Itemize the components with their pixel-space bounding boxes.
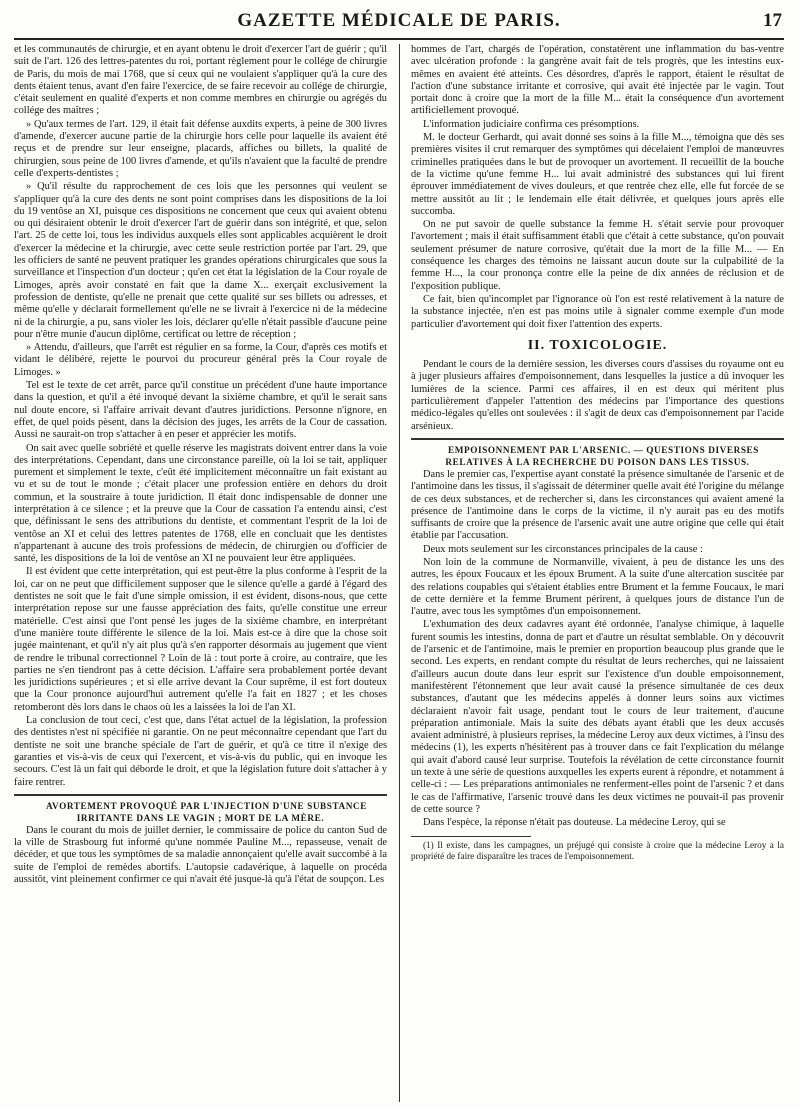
paragraph: Non loin de la commune de Normanville, vivaient, à peu de distance les uns des autres, les époux Foucaux et les époux Brument. A la suite d'une altercation suscitée par des relations coupables qui s'étaient établies entre Brument et la femme Foucaux, le mari de cette dernière et la femme Brument périrent, à quelques jours de distance l'un de l'autre, avec tous les symptômes d'un empoisonnement.	[411, 556, 784, 618]
paragraph: L'exhumation des deux cadavres ayant été ordonnée, l'analyse chimique, à laquelle furent soumis les intestins, donna de part et d'autre un résultat semblable. On y découvrit de l'arsenic et de l'antimoine, mais le premier en proportion beaucoup plus grande que le second. Les experts, en rendant compte du résultat de leurs recherches, qui ne laissaient d'ailleurs aucun doute dans leur esprit sur l'existence d'un double empoisonnement, manifestèrent l'étonnement que leur avait causé la présence simultanée de ces deux substances, d'autant que les médecins appelés à donner leurs soins aux victimes déclaraient n'avoir fait usage, pendant tout le cours de leur traitement, d'aucune préparation antimoniale. Mais la suite des débats ayant établi que les deux accusés avaient administré, à plusieurs reprises, la médecine Leroy aux deux victimes, à l'insu des médecins (1), les experts n'hésitèrent pas à trouver dans ce fait l'explication du mélange qui avait d'abord causé leur surprise. Toutefois la révélation de cette circonstance fournit un texte à une série de questions auxquelles les experts eurent à répondre, et notamment à celle-ci : — Les préparations antimoniales ne renferment-elles point de l'arsenic ? et dans le cas de l'affirmative, l'arsenic trouvé dans les deux victimes ne pouvait-il pas provenir de cette source ?	[411, 619, 784, 815]
paragraph: On sait avec quelle sobriété et quelle réserve les magistrats doivent entrer dans la voie des interprétations. Cependant, dans une circonstance pareille, où la loi se tait, appliquer purement et simplement le texte, c'eût été implicitement méconnaître un fait existant au vu et su de tout le monde ; c'était placer une profession entière en dehors du droit commun, et la soustraire à toute juridiction. Il était donc indispensable de donner une interprétation à ce silence ; et la preuve que la Cour de cassation l'a entendu ainsi, c'est que, définissant le sens des attributions du dentiste, et commentant l'esprit de la loi de ventôse an XI et celui des lettres patentes de 1768, elle en concluait que les dentistes n'appartenant à aucune des trois professions de médecin, de chirurgien ou d'officier de santé, les dispositions de la loi de ventôse an XI ne pouvaient leur être appliquées.	[14, 442, 387, 565]
paragraph: » Qu'il résulte du rapprochement de ces lois que les personnes qui veulent se s'appliquer qu'à la cure des dents ne sont point comprises dans les dispositions de la loi du 19 ventôse an XI, puisque ces dispositions ne concernent que ceux qui avaient obtenu ou qui désiraient obtenir le droit d'exercer l'art de guérir dans son intégrité, et que, selon l'art. 25 de cette loi, tous les individus auxquels elles sont applicables acquièrent le droit d'exercer la médecine et la chirurgie, avec cette seule restriction portée par l'art. 29, que les officiers de santé ne peuvent pratiquer les grandes opérations chirurgicales que sous la surveillance et l'inspection d'un docteur ; qu'en cet état la législation de la Cour royale de Limoges, après avoir constaté en fait que la dame X... exerçait exclusivement la profession de dentiste, qu'elle ne prenait que cette qualité sur ses billets ou adresses, et même qu'elle y déclarait formellement qu'elle ne se livrait à l'exercice ni de la médecine ni de la chirurgie, a pu, sans violer les lois, déclarer qu'elle n'était passible d'aucune peine pour n'être munie d'aucun diplôme, certificat ou lettre de réception ;	[14, 181, 387, 340]
article-subheading: AVORTEMENT PROVOQUÉ PAR L'INJECTION D'UNE SUBSTANCE IRRITANTE DANS LE VAGIN ; MORT DE LA MÈRE.	[46, 800, 367, 823]
paragraph: On ne put savoir de quelle substance la femme H. s'était servie pour provoquer l'avortement ; mais il était suffisamment établi que c'était à cette substance, qu'on pouvait seulement présumer de nature corrosive, qu'était due la mort de la fille M... — En conséquence les charges des témoins ne laissant aucun doute sur la culpabilité de la femme H..., la cour prononça contre elle la peine de dix années de réclusion et de l'exposition publique.	[411, 219, 784, 292]
paragraph: Deux mots seulement sur les circonstances principales de la cause :	[423, 543, 703, 555]
right-column	[411, 44, 784, 1104]
section-divider	[14, 794, 387, 796]
footnote-rule	[411, 836, 531, 837]
left-column	[14, 44, 387, 1104]
paragraph: L'information judiciaire confirma ces présomptions.	[423, 118, 640, 130]
paragraph: et les communautés de chirurgie, et en ayant obtenu le droit d'exercer l'art de guérir ; qu'il suit de l'art. 126 des lettres-patentes du roi, portant règlement pour le collége de chirurgie de Paris, du mois de mai 1768, que si ceux qui ne voulaient s'appliquer qu'à la cure des dents étaient tenus, avant d'en faire l'exercice, de se faire recevoir au collége de chirurgie, c'était seulement en qualité d'experts et non comme membres en chirurgie ou agrégés du collége des maîtres ;	[14, 44, 387, 117]
paragraph: Il est évident que cette interprétation, qui est peut-être la plus conforme à l'esprit de la loi, car on ne peut que difficilement supposer que le silence qu'elle a gardé à l'égard des dentistes ne soit que le fait d'une simple omission, il est évident, disons-nous, que cette interprétation repose sur une fausse appréciation des faits, qu'elle constitue une erreur matérielle. C'est ainsi que l'ont pensé les juges de la sixième chambre, en interprétant d'une manière toute différente le silence de la loi. Mais est-ce à dire que la chose soit jugée maintenant, et qu'il n'y ait plus qu'à s'en rapporter désormais au jugement que vient de rendre le tribunal correctionnel ? Loin de là : tout porte à croire, au contraire, que les parties ne s'en tiendront pas à cette décision. L'affaire sera probablement portée devant les juridictions supérieures ; et si elle arrive devant la Cour suprême, il est fort douteux que la Cour prononce aujourd'hui autrement qu'elle l'a fait en 1827 ; et les choses retomberont dès lors dans le chaos où les a laissées la loi de l'an XI.	[14, 566, 387, 713]
section-heading: II. TOXICOLOGIE.	[527, 337, 668, 353]
paragraph: Dans le premier cas, l'expertise ayant constaté la présence simultanée de l'arsenic et de l'antimoine dans les tissus, il s'agissait de déterminer quelle avait été l'origine du mélange de ces deux substances, et de rechercher si, dans les circonstances qui avaient amené la présence de l'antimoine dans le corps de la victime, il n'y aurait pas eu des motifs suffisants de croire que la présence de l'arsenic avait une autre origine que celle qui était établie par l'accusation.	[411, 468, 784, 542]
page-header	[14, 8, 784, 40]
paragraph: » Attendu, d'ailleurs, que l'arrêt est régulier en sa forme, la Cour, d'après ces motifs et vidant le délibéré, rejette le pourvoi du procureur général près la Cour royale de Limoges. »	[14, 342, 387, 378]
paragraph: Pendant le cours de la dernière session, les diverses cours d'assises du royaume ont eu à juger plusieurs affaires d'empoisonnement, dans lesquelles la justice a dû invoquer les lumières de la science. Parmi ces affaires, il en est deux qui méritent plus particulièrement d'appeler l'attention des médecins par l'importance des questions médico-légales qu'elles ont soulevées : il s'agit de deux cas d'empoisonnement par l'acide arsénieux.	[411, 359, 784, 432]
paragraph: » Qu'aux termes de l'art. 129, il était fait défense auxdits experts, à peine de 300 livres d'amende, d'exercer aucune partie de la chirurgie hors celle pour laquelle ils avaient été reçus et de prendre sur leur enseigne, placards, affiches ou billets, la qualité de chirurgien, sous peine de 100 livres d'amende, et qu'ils n'avaient que la faculté de prendre celle d'experts-dentistes ;	[14, 118, 387, 179]
paragraph: Dans le courant du mois de juillet dernier, le commissaire de police du canton Sud de la ville de Strasbourg fut informé qu'une nommée Pauline M..., repasseuse, venait de décéder, et que tous les symptômes de sa maladie annonçaient qu'elle avait succombé à la suite de l'emploi de remèdes abortifs. L'autopsie cadavérique, à laquelle on procéda aussitôt, vint pleinement confirmer ce qui n'avait été jusque-là qu'à l'état de soupçon. Les	[14, 824, 387, 885]
section-divider	[411, 438, 784, 440]
paragraph: La conclusion de tout ceci, c'est que, dans l'état actuel de la législation, la profession des dentistes n'est ni spécifiée ni garantie. On ne peut méconnaître cependant que l'art du dentiste ne soit une branche spéciale de l'art de guérir, et qu'à ce titre il n'exige des garanties et vis-à-vis de ceux qui l'exercent, et vis-à-vis du public, qui en invoque les secours. C'est là un fait qui déborde le droit, et que la législation future doit s'attacher à y faire rentrer.	[14, 715, 387, 788]
publication-title: GAZETTE MÉDICALE DE PARIS.	[237, 10, 561, 31]
footnote: (1) Il existe, dans les campagnes, un préjugé qui consiste à croire que la médecine Leroy a la propriété de faire disparaître les traces de l'empoisonnement.	[411, 839, 784, 861]
paragraph: Dans l'espèce, la réponse n'était pas douteuse. La médecine Leroy, qui se	[423, 817, 726, 829]
paragraph: hommes de l'art, chargés de l'opération, constatèrent une inflammation du bas-ventre avec ulcération profonde : la gangrène avait fait de tels progrès, que les intestins eux-mêmes en avaient été atteints. Ces désordres, d'après le rapport, étaient le résultat de l'action d'une substance irritante et corrosive, qui avait été injectée par le vagin. Tout portait donc à croire que la mort de la fille M... était la conséquence d'un avortement artificiellement provoqué.	[411, 44, 784, 117]
page-number: 17	[763, 10, 782, 31]
article-subheading: EMPOISONNEMENT PAR L'ARSENIC. — QUESTIONS DIVERSES RELATIVES À LA RECHERCHE DU POISON DANS LES TISSUS.	[445, 444, 759, 467]
column-divider	[399, 44, 400, 1102]
paragraph: Tel est le texte de cet arrêt, parce qu'il constitue un précédent d'une haute importance dans la question, et qu'il a été invoqué devant la sixième chambre, et qu'il le serait sans nul doute encore, si l'affaire arrivait devant d'autres juridictions. Personne n'ignore, en effet, de quel poids pèsent, dans la décision des juges, les arrêts de la Cour de cassation. Aussi ne saurait-on trop s'attacher à en peser et apprécier les motifs.	[14, 380, 387, 441]
paragraph: Ce fait, bien qu'incomplet par l'ignorance où l'on est resté relativement à la nature de la substance injectée, n'en est pas moins utile à signaler comme exemple d'un mode particulier d'avortement qui doit fixer l'attention des experts.	[411, 293, 784, 330]
paragraph: M. le docteur Gerhardt, qui avait donné ses soins à la fille M..., témoigna que dès ses premières visites il crut remarquer des symptômes qui décelaient l'emploi de manœuvres criminelles pratiquées dans le but de provoquer un avortement. Il recueillit de la bouche de la victime qu'une femme H... lui avait administré des substances qui lui firent éprouver immédiatement de vives douleurs, et que rentrée chez elle, elle fut forcée de se mettre aussitôt au lit ; le lendemain elle était délivrée, et quelques jours après elle succomba.	[411, 132, 784, 217]
